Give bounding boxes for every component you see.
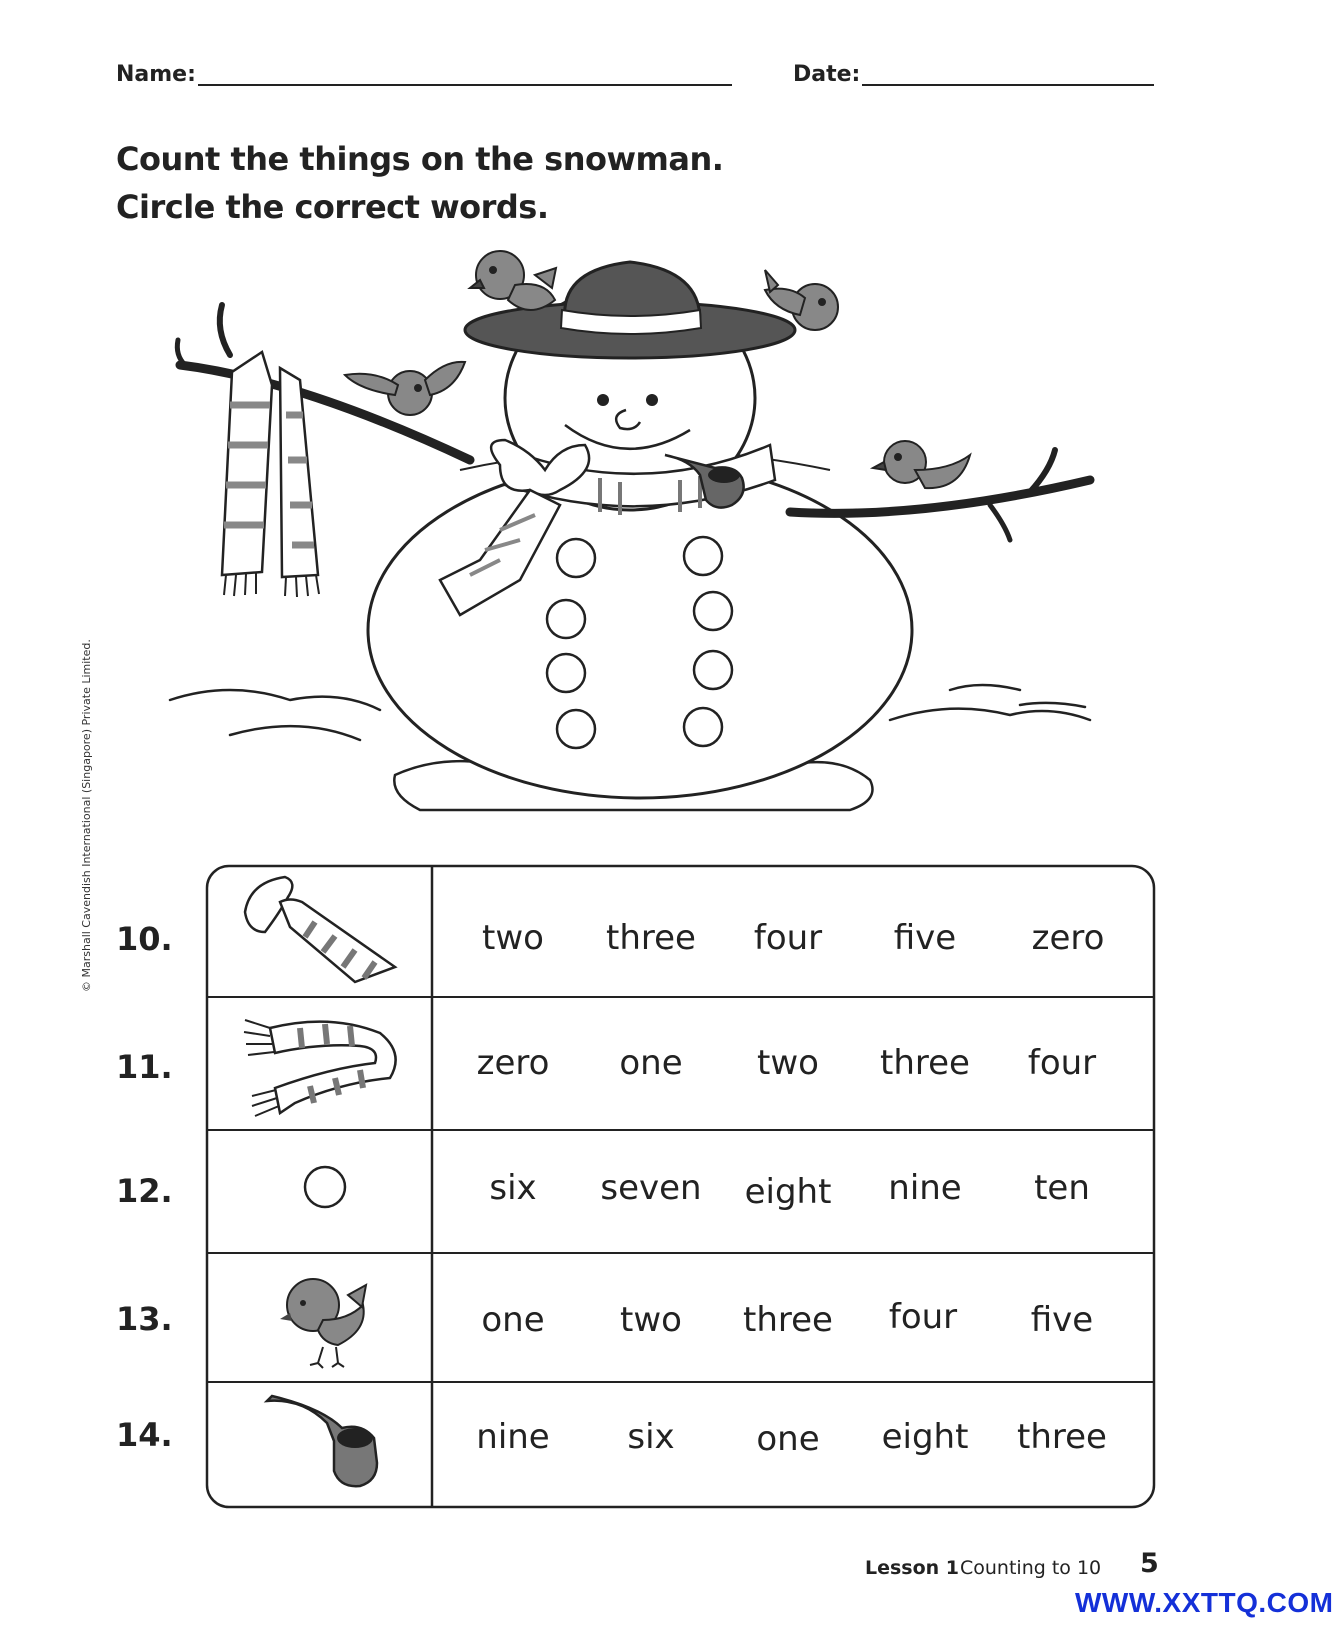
pipe-icon — [262, 1393, 392, 1493]
option-12-seven[interactable]: seven — [600, 1168, 702, 1208]
option-12-six[interactable]: six — [489, 1168, 537, 1208]
option-13-four[interactable]: four — [888, 1297, 958, 1337]
option-14-three[interactable]: three — [1017, 1417, 1107, 1457]
option-14-six[interactable]: six — [627, 1417, 675, 1457]
option-13-two[interactable]: two — [620, 1300, 682, 1340]
question-number-10: 10. — [116, 920, 173, 958]
question-number-12: 12. — [116, 1172, 173, 1210]
question-number-13: 13. — [116, 1300, 173, 1338]
option-13-five[interactable]: five — [1030, 1300, 1094, 1340]
option-11-four[interactable]: four — [1027, 1043, 1097, 1083]
option-10-five[interactable]: five — [893, 918, 957, 958]
copyright-text: © Marshall Cavendish International (Singapore) Private Limited. — [80, 639, 93, 992]
option-13-one[interactable]: one — [481, 1300, 545, 1340]
bird-icon — [278, 1265, 378, 1375]
option-14-nine[interactable]: nine — [476, 1417, 550, 1457]
question-number-14: 14. — [116, 1416, 173, 1454]
option-11-one[interactable]: one — [619, 1043, 683, 1083]
date-label: Date: — [793, 62, 861, 87]
option-11-zero[interactable]: zero — [476, 1043, 550, 1083]
button-icon — [300, 1162, 350, 1212]
option-10-zero[interactable]: zero — [1031, 918, 1105, 958]
question-number-11: 11. — [116, 1048, 173, 1086]
option-10-three[interactable]: three — [606, 918, 696, 958]
option-12-nine[interactable]: nine — [888, 1168, 962, 1208]
page-number: 5 — [1140, 1548, 1159, 1579]
footer-topic: Counting to 10 — [960, 1557, 1102, 1579]
option-12-eight[interactable]: eight — [744, 1172, 832, 1212]
option-10-four[interactable]: four — [753, 918, 823, 958]
footer-lesson: Lesson 1 — [865, 1557, 960, 1579]
option-14-eight[interactable]: eight — [881, 1417, 969, 1457]
option-11-three[interactable]: three — [880, 1043, 970, 1083]
watermark-link[interactable]: WWW.XXTTQ.COM — [1075, 1587, 1333, 1618]
instruction-line-2: Circle the correct words. — [116, 188, 549, 226]
option-14-one[interactable]: one — [756, 1419, 820, 1459]
option-13-three[interactable]: three — [743, 1300, 833, 1340]
scarf-icon — [240, 1008, 410, 1123]
option-10-two[interactable]: two — [482, 918, 544, 958]
tie-icon — [240, 872, 410, 992]
instruction-line-1: Count the things on the snowman. — [116, 140, 724, 178]
name-label: Name: — [116, 62, 196, 87]
option-11-two[interactable]: two — [757, 1043, 819, 1083]
option-12-ten[interactable]: ten — [1034, 1168, 1090, 1208]
